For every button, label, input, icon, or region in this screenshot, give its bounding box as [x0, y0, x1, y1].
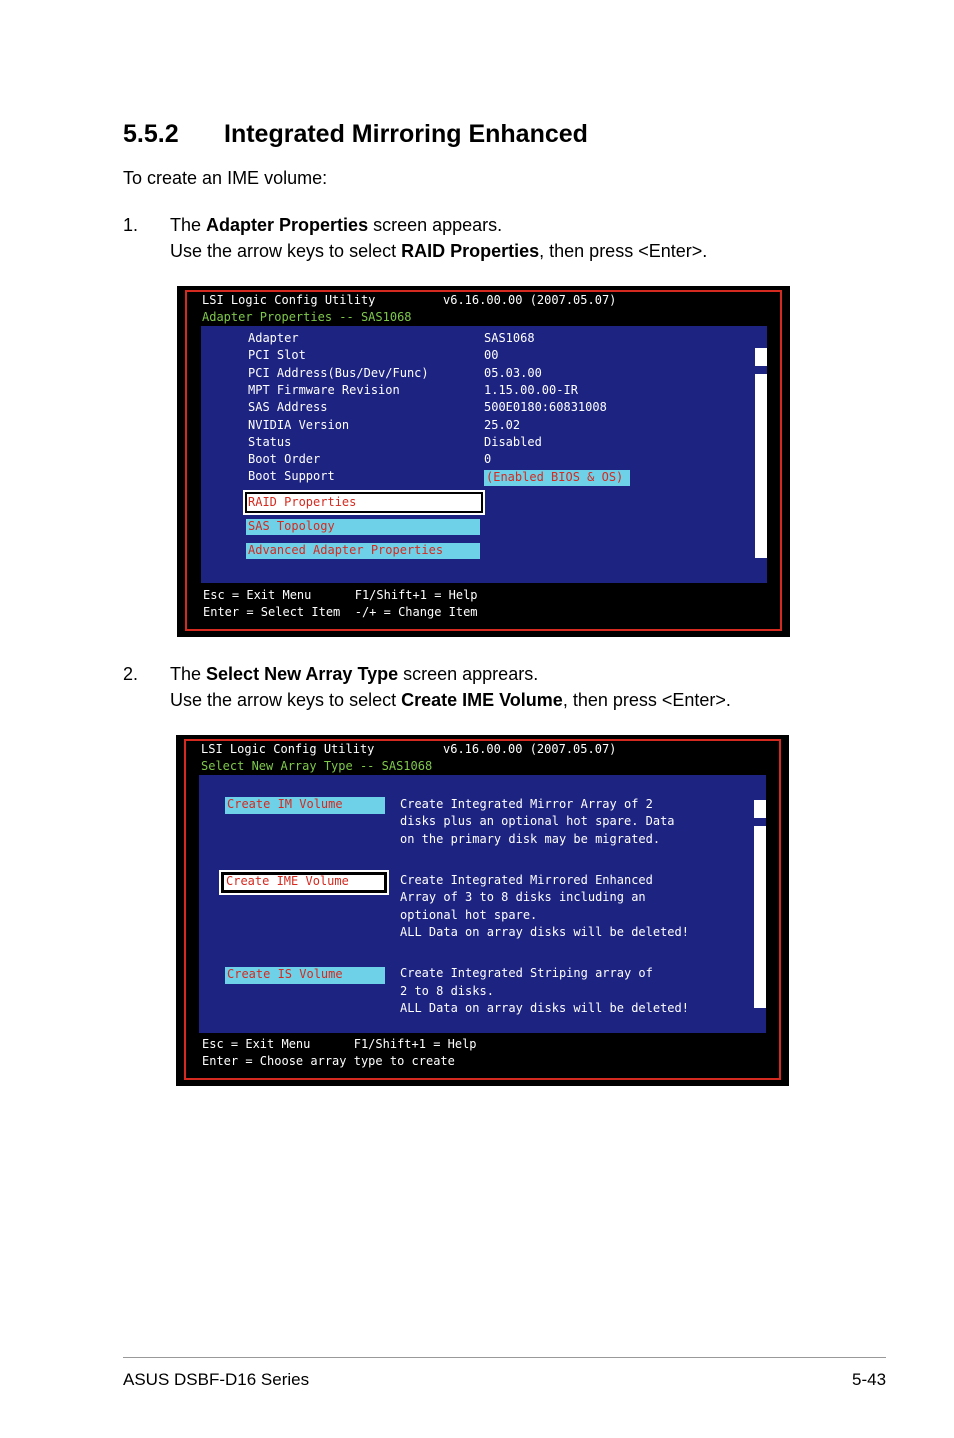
utility-title: LSI Logic Config Utility	[202, 293, 376, 307]
step2-line1: The Select New Array Type screen apprears.	[170, 664, 539, 684]
option-create-ime-volume[interactable]	[219, 870, 389, 895]
option-is-label[interactable]: Create IS Volume	[227, 967, 343, 981]
help-line-1: Esc = Exit Menu F1/Shift+1 = Help	[202, 1037, 477, 1051]
help-line-2: Enter = Select Item -/+ = Change Item	[203, 605, 478, 619]
select-array-type-screen	[176, 735, 789, 1086]
array-type-panel	[199, 775, 766, 1033]
option-is-desc-3: ALL Data on array disks will be deleted!	[400, 1001, 689, 1015]
property-value: 25.02	[484, 417, 521, 432]
option-im-label[interactable]: Create IM Volume	[227, 797, 343, 811]
property-label: Adapter	[248, 331, 299, 345]
section-title: Integrated Mirroring Enhanced	[224, 120, 588, 148]
adapter-properties-screen	[177, 286, 790, 637]
option-create-is-volume[interactable]	[225, 967, 385, 984]
help-line-1: Esc = Exit Menu F1/Shift+1 = Help	[203, 588, 478, 602]
option-ime-label[interactable]: Create IME Volume	[226, 874, 349, 888]
menu-raid-properties[interactable]: RAID Properties	[248, 495, 357, 509]
property-value: Disabled	[484, 434, 542, 449]
property-label: Status	[248, 434, 292, 449]
step1-number: 1.	[123, 215, 139, 235]
help-line-2: Enter = Choose array type to create	[202, 1054, 455, 1068]
utility-title: LSI Logic Config Utility	[201, 742, 375, 756]
option-im-desc-3: on the primary disk may be migrated.	[400, 832, 661, 846]
menu-sas-topology-label[interactable]: SAS Topology	[248, 519, 335, 533]
menu-advanced-adapter-properties[interactable]	[246, 543, 480, 559]
step1-line2: Use the arrow keys to select RAID Properties, then press <Enter>.	[170, 241, 708, 261]
option-ime-desc-4: ALL Data on array disks will be deleted!	[400, 925, 689, 939]
screen-subtitle: Adapter Properties -- SAS1068	[202, 310, 412, 324]
property-value: 500E0180:60831008	[484, 400, 607, 415]
property-value: 00	[484, 348, 499, 363]
boot-support-value[interactable]: (Enabled BIOS & OS)	[486, 470, 624, 484]
step1-line1: The Adapter Properties screen appears.	[170, 215, 503, 235]
option-is-desc-1: Create Integrated Striping array of	[400, 966, 653, 980]
property-label: PCI Slot	[248, 348, 306, 363]
menu-sas-topology[interactable]	[246, 519, 480, 535]
menu-advanced-label[interactable]: Advanced Adapter Properties	[248, 543, 444, 557]
property-value: SAS1068	[484, 331, 535, 345]
raid-properties-selection[interactable]	[243, 490, 485, 515]
intro-text: To create an IME volume:	[123, 168, 328, 188]
property-label: SAS Address	[248, 400, 328, 415]
option-create-im-volume[interactable]	[225, 797, 385, 814]
scrollbar[interactable]	[754, 800, 766, 1008]
footer-rule	[123, 1357, 886, 1358]
property-label: PCI Address(Bus/Dev/Func)	[248, 365, 429, 380]
section-number: 5.5.2	[123, 120, 179, 148]
step2-number: 2.	[123, 664, 139, 684]
utility-version: v6.16.00.00 (2007.05.07)	[443, 293, 617, 307]
option-ime-desc-1: Create Integrated Mirrored Enhanced	[400, 873, 653, 887]
properties-panel	[201, 326, 767, 583]
option-im-desc-1: Create Integrated Mirror Array of 2	[400, 797, 653, 811]
utility-version: v6.16.00.00 (2007.05.07)	[443, 742, 617, 756]
option-im-desc-2: disks plus an optional hot spare. Data	[400, 814, 675, 828]
footer-page-number: 5-43	[852, 1370, 887, 1389]
option-is-desc-2: 2 to 8 disks.	[400, 984, 494, 998]
option-ime-desc-3: optional hot spare.	[400, 908, 538, 922]
footer-series: ASUS DSBF-D16 Series	[123, 1370, 310, 1389]
step2-line2: Use the arrow keys to select Create IME Volume, then press <Enter>.	[170, 690, 731, 710]
property-value: 05.03.00	[484, 365, 542, 380]
property-label: NVIDIA Version	[248, 417, 350, 432]
property-label: Boot Support	[248, 469, 335, 484]
property-label: Boot Order	[248, 452, 321, 467]
scrollbar[interactable]	[755, 348, 767, 558]
property-value: 0	[484, 452, 492, 467]
option-ime-desc-2: Array of 3 to 8 disks including an	[400, 890, 646, 904]
screen-subtitle: Select New Array Type -- SAS1068	[201, 759, 433, 773]
property-value: 1.15.00.00-IR	[484, 382, 578, 397]
property-label: MPT Firmware Revision	[248, 382, 400, 397]
